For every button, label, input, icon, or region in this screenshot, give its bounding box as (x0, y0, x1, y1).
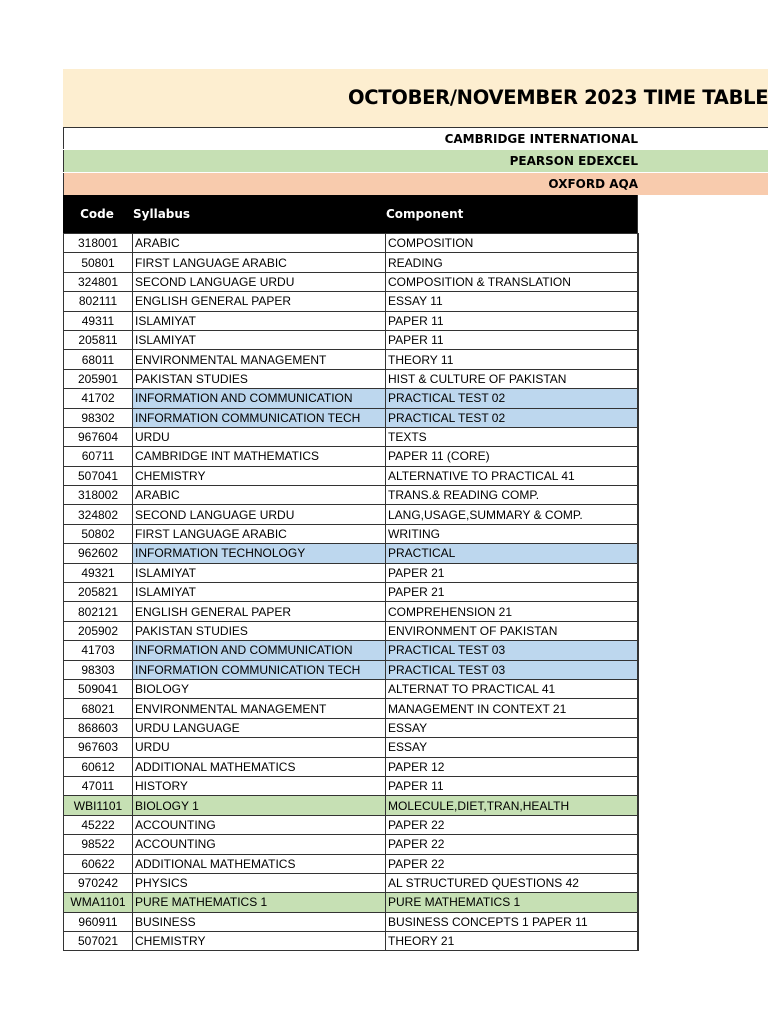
cell-syllabus[interactable]: CHEMISTRY (133, 932, 386, 951)
sheet-clip-edge (637, 195, 638, 950)
timetable-grid (63, 233, 639, 951)
cell-code[interactable]: 967603 (64, 738, 133, 757)
cell-component[interactable]: TEXTS (386, 427, 639, 446)
cell-component[interactable]: LANG,USAGE,SUMMARY & COMP. (386, 505, 639, 524)
cell-component[interactable]: PAPER 21 (386, 563, 639, 582)
cell-syllabus[interactable]: ACCOUNTING (133, 815, 386, 834)
column-header-code[interactable]: Code (80, 207, 114, 221)
cell-component[interactable]: TRANS.& READING COMP. (386, 486, 639, 505)
cell-syllabus[interactable]: FIRST LANGUAGE ARABIC (133, 253, 386, 272)
cell-code[interactable]: 205821 (64, 583, 133, 602)
cell-code[interactable]: 970242 (64, 873, 133, 892)
cell-syllabus[interactable]: BUSINESS (133, 912, 386, 931)
table-row (64, 854, 639, 873)
cell-syllabus[interactable]: ARABIC (133, 486, 386, 505)
cell-component[interactable]: PAPER 11 (386, 776, 639, 795)
cell-code[interactable]: 507021 (64, 932, 133, 951)
cell-code[interactable]: 324802 (64, 505, 133, 524)
cell-syllabus[interactable]: INFORMATION AND COMMUNICATION (133, 389, 386, 408)
band-oxford (63, 173, 768, 195)
cell-syllabus[interactable]: PAKISTAN STUDIES (133, 369, 386, 388)
table-row (64, 544, 639, 563)
cell-code[interactable]: 507041 (64, 466, 133, 485)
cell-component[interactable]: THEORY 21 (386, 932, 639, 951)
cell-code[interactable]: 41703 (64, 641, 133, 660)
cell-code[interactable]: 205811 (64, 330, 133, 349)
cell-code[interactable]: 60711 (64, 447, 133, 466)
cell-code[interactable]: 509041 (64, 679, 133, 698)
cell-component[interactable]: PRACTICAL TEST 02 (386, 408, 639, 427)
cell-component[interactable]: BUSINESS CONCEPTS 1 PAPER 11 (386, 912, 639, 931)
cell-component[interactable]: ESSAY 11 (386, 292, 639, 311)
cell-code[interactable]: 60612 (64, 757, 133, 776)
cell-component[interactable]: PRACTICAL TEST 03 (386, 641, 639, 660)
table-row (64, 466, 639, 485)
table-row (64, 583, 639, 602)
table-row (64, 447, 639, 466)
table-row (64, 272, 639, 291)
cell-component[interactable]: ESSAY (386, 738, 639, 757)
cell-syllabus[interactable]: INFORMATION TECHNOLOGY (133, 544, 386, 563)
band-oxford-label: OXFORD AQA (548, 177, 638, 191)
cell-component[interactable]: PRACTICAL TEST 03 (386, 660, 639, 679)
cell-code[interactable]: 318002 (64, 486, 133, 505)
cell-code[interactable]: 68011 (64, 350, 133, 369)
cell-code[interactable]: 98302 (64, 408, 133, 427)
cell-component[interactable]: WRITING (386, 524, 639, 543)
table-row (64, 893, 639, 912)
table-row (64, 486, 639, 505)
cell-component[interactable]: AL STRUCTURED QUESTIONS 42 (386, 873, 639, 892)
table-row (64, 776, 639, 795)
cell-component[interactable]: PAPER 11 (CORE) (386, 447, 639, 466)
cell-syllabus[interactable]: PURE MATHEMATICS 1 (133, 893, 386, 912)
table-row (64, 427, 639, 446)
cell-code[interactable]: 98522 (64, 835, 133, 854)
table-row (64, 311, 639, 330)
cell-component[interactable]: PAPER 11 (386, 311, 639, 330)
table-row (64, 718, 639, 737)
cell-syllabus[interactable]: ISLAMIYAT (133, 563, 386, 582)
cell-component[interactable]: COMPOSITION & TRANSLATION (386, 272, 639, 291)
cell-syllabus[interactable]: ISLAMIYAT (133, 583, 386, 602)
cell-component[interactable]: ESSAY (386, 718, 639, 737)
table-row (64, 369, 639, 388)
cell-code[interactable]: 98303 (64, 660, 133, 679)
cell-code[interactable]: 47011 (64, 776, 133, 795)
cell-syllabus[interactable]: ISLAMIYAT (133, 311, 386, 330)
table-row (64, 350, 639, 369)
cell-component[interactable]: ALTERNATIVE TO PRACTICAL 41 (386, 466, 639, 485)
table-row (64, 679, 639, 698)
cell-syllabus[interactable]: ADDITIONAL MATHEMATICS (133, 757, 386, 776)
table-row (64, 292, 639, 311)
cell-code[interactable]: WBI1101 (64, 796, 133, 815)
table-row (64, 505, 639, 524)
table-row (64, 253, 639, 272)
table-header (63, 195, 638, 233)
cell-code[interactable]: 318001 (64, 234, 133, 253)
cell-code[interactable]: 60622 (64, 854, 133, 873)
cell-syllabus[interactable]: ISLAMIYAT (133, 330, 386, 349)
cell-code[interactable]: 324801 (64, 272, 133, 291)
cell-code[interactable]: 68021 (64, 699, 133, 718)
cell-syllabus[interactable]: PHYSICS (133, 873, 386, 892)
cell-code[interactable]: 868603 (64, 718, 133, 737)
table-row (64, 330, 639, 349)
cell-syllabus[interactable]: URDU LANGUAGE (133, 718, 386, 737)
band-cambridge (63, 127, 768, 149)
timetable-body (64, 234, 639, 951)
cell-code[interactable]: 802111 (64, 292, 133, 311)
table-row (64, 932, 639, 951)
column-header-component[interactable]: Component (386, 207, 464, 221)
cell-code[interactable]: 962602 (64, 544, 133, 563)
cell-syllabus[interactable]: INFORMATION AND COMMUNICATION (133, 641, 386, 660)
cell-syllabus[interactable]: ENVIRONMENTAL MANAGEMENT (133, 350, 386, 369)
cell-syllabus[interactable]: URDU (133, 427, 386, 446)
cell-component[interactable]: ENVIRONMENT OF PAKISTAN (386, 621, 639, 640)
table-row (64, 641, 639, 660)
cell-component[interactable]: PRACTICAL (386, 544, 639, 563)
cell-component[interactable]: READING (386, 253, 639, 272)
table-row (64, 621, 639, 640)
cell-component[interactable]: MOLECULE,DIET,TRAN,HEALTH (386, 796, 639, 815)
cell-syllabus[interactable]: ENVIRONMENTAL MANAGEMENT (133, 699, 386, 718)
table-row (64, 699, 639, 718)
cell-component[interactable]: MANAGEMENT IN CONTEXT 21 (386, 699, 639, 718)
cell-component[interactable]: COMPOSITION (386, 234, 639, 253)
cell-code[interactable]: 41702 (64, 389, 133, 408)
cell-component[interactable]: PAPER 22 (386, 815, 639, 834)
cell-syllabus[interactable]: ADDITIONAL MATHEMATICS (133, 854, 386, 873)
cell-code[interactable]: 49311 (64, 311, 133, 330)
cell-syllabus[interactable]: FIRST LANGUAGE ARABIC (133, 524, 386, 543)
table-row (64, 815, 639, 834)
cell-code[interactable]: 205902 (64, 621, 133, 640)
cell-syllabus[interactable]: SECOND LANGUAGE URDU (133, 272, 386, 291)
cell-component[interactable]: HIST & CULTURE OF PAKISTAN (386, 369, 639, 388)
cell-code[interactable]: 49321 (64, 563, 133, 582)
cell-component[interactable]: PAPER 12 (386, 757, 639, 776)
cell-code[interactable]: 45222 (64, 815, 133, 834)
cell-code[interactable]: 205901 (64, 369, 133, 388)
table-row (64, 408, 639, 427)
band-cambridge-label: CAMBRIDGE INTERNATIONAL (444, 132, 638, 146)
cell-syllabus[interactable]: PAKISTAN STUDIES (133, 621, 386, 640)
cell-syllabus[interactable]: URDU (133, 738, 386, 757)
cell-syllabus[interactable]: ACCOUNTING (133, 835, 386, 854)
cell-component[interactable]: PAPER 22 (386, 854, 639, 873)
table-row (64, 563, 639, 582)
cell-syllabus[interactable]: SECOND LANGUAGE URDU (133, 505, 386, 524)
cell-component[interactable]: ALTERNAT TO PRACTICAL 41 (386, 679, 639, 698)
cell-component[interactable]: PAPER 22 (386, 835, 639, 854)
cell-component[interactable]: COMPREHENSION 21 (386, 602, 639, 621)
table-row (64, 912, 639, 931)
cell-component[interactable]: THEORY 11 (386, 350, 639, 369)
cell-code[interactable]: 960911 (64, 912, 133, 931)
table-row (64, 660, 639, 679)
table-row (64, 602, 639, 621)
column-header-syllabus[interactable]: Syllabus (133, 207, 191, 221)
table-row (64, 835, 639, 854)
cell-code[interactable]: 802121 (64, 602, 133, 621)
cell-code[interactable]: WMA1101 (64, 893, 133, 912)
table-row (64, 524, 639, 543)
cell-component[interactable]: PAPER 21 (386, 583, 639, 602)
cell-syllabus[interactable]: CAMBRIDGE INT MATHEMATICS (133, 447, 386, 466)
cell-component[interactable]: PRACTICAL TEST 02 (386, 389, 639, 408)
page-title: OCTOBER/NOVEMBER 2023 TIME TABLE (348, 86, 768, 109)
cell-syllabus[interactable]: INFORMATION COMMUNICATION TECH (133, 408, 386, 427)
cell-syllabus[interactable]: ENGLISH GENERAL PAPER (133, 292, 386, 311)
band-pearson-label: PEARSON EDEXCEL (509, 154, 638, 168)
table-row (64, 796, 639, 815)
cell-component[interactable]: PAPER 11 (386, 330, 639, 349)
cell-syllabus[interactable]: BIOLOGY (133, 679, 386, 698)
cell-syllabus[interactable]: ENGLISH GENERAL PAPER (133, 602, 386, 621)
cell-syllabus[interactable]: HISTORY (133, 776, 386, 795)
cell-code[interactable]: 50801 (64, 253, 133, 272)
table-row (64, 757, 639, 776)
band-pearson (63, 150, 768, 172)
cell-code[interactable]: 50802 (64, 524, 133, 543)
cell-component[interactable]: PURE MATHEMATICS 1 (386, 893, 639, 912)
cell-syllabus[interactable]: BIOLOGY 1 (133, 796, 386, 815)
cell-code[interactable]: 967604 (64, 427, 133, 446)
table-row (64, 234, 639, 253)
table-row (64, 738, 639, 757)
cell-syllabus[interactable]: CHEMISTRY (133, 466, 386, 485)
table-row (64, 389, 639, 408)
table-row (64, 873, 639, 892)
cell-syllabus[interactable]: INFORMATION COMMUNICATION TECH (133, 660, 386, 679)
cell-syllabus[interactable]: ARABIC (133, 234, 386, 253)
